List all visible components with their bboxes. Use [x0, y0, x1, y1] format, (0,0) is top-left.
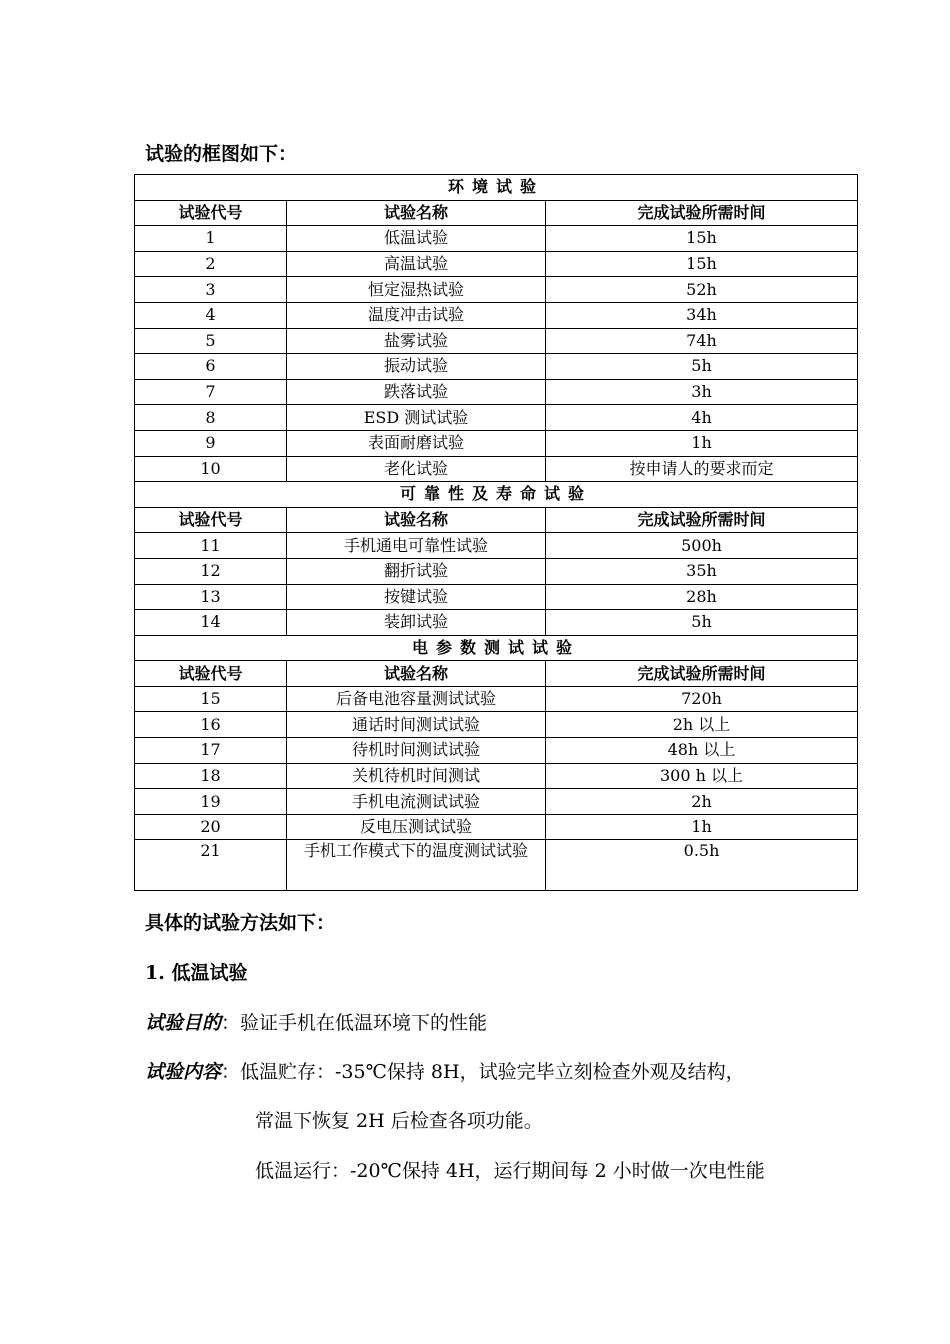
test-duration-cell: 3h — [546, 379, 858, 405]
column-header-cell: 试验代号 — [135, 200, 287, 226]
test-name-cell: 盐雾试验 — [287, 328, 546, 354]
test-code-cell: 11 — [135, 533, 287, 559]
test-duration-cell: 74h — [546, 328, 858, 354]
test-name-cell: 后备电池容量测试试验 — [287, 686, 546, 712]
test-name-cell: 手机电流测试试验 — [287, 789, 546, 815]
test-code-cell: 15 — [135, 686, 287, 712]
test-code-cell: 3 — [135, 277, 287, 303]
test-code-cell: 5 — [135, 328, 287, 354]
column-header-cell: 试验代号 — [135, 661, 287, 687]
table-row — [135, 840, 858, 891]
test-schedule-table — [134, 174, 858, 891]
test-name-cell: 表面耐磨试验 — [287, 430, 546, 456]
table-row — [135, 226, 858, 252]
test-duration-cell: 500h — [546, 533, 858, 559]
section-title-cell: 可靠性及寿命试验 — [135, 482, 858, 508]
test-duration-cell: 1h — [546, 814, 858, 840]
content-text-1: ：低温贮存：-35℃保持 8H，试验完毕立刻检查外观及结构， — [221, 1061, 745, 1083]
test-duration-cell: 4h — [546, 405, 858, 431]
table-row — [135, 738, 858, 764]
content-paragraph-line-2: 常温下恢复 2H 后检查各项功能。 — [255, 1110, 543, 1132]
test-code-cell: 10 — [135, 456, 287, 482]
test-name-cell: 低温试验 — [287, 226, 546, 252]
table-row — [135, 302, 858, 328]
column-header-cell: 完成试验所需时间 — [546, 507, 858, 533]
test-duration-cell: 2h — [546, 789, 858, 815]
test-code-cell: 19 — [135, 789, 287, 815]
content-paragraph-line-1 — [145, 1057, 745, 1084]
test-name-cell: 老化试验 — [287, 456, 546, 482]
test-code-cell: 7 — [135, 379, 287, 405]
table-row — [135, 533, 858, 559]
test-duration-cell: 2h 以上 — [546, 712, 858, 738]
table-row — [135, 712, 858, 738]
test-code-cell: 8 — [135, 405, 287, 431]
table-row — [135, 814, 858, 840]
test-name-cell: ESD 测试试验 — [287, 405, 546, 431]
table-row — [135, 763, 858, 789]
test-name-cell: 手机工作模式下的温度测试试验 — [287, 840, 546, 891]
section-title-row — [135, 175, 858, 201]
methods-heading: 具体的试验方法如下： — [145, 912, 336, 934]
test-name-cell: 高温试验 — [287, 251, 546, 277]
test-duration-cell: 720h — [546, 686, 858, 712]
test-code-cell: 2 — [135, 251, 287, 277]
test-name-cell: 温度冲击试验 — [287, 302, 546, 328]
column-header-cell: 试验名称 — [287, 507, 546, 533]
test-code-cell: 18 — [135, 763, 287, 789]
test-name-cell: 关机待机时间测试 — [287, 763, 546, 789]
test-code-cell: 6 — [135, 354, 287, 380]
column-header-cell: 完成试验所需时间 — [546, 200, 858, 226]
section-title-row — [135, 482, 858, 508]
table-row — [135, 686, 858, 712]
table-row — [135, 558, 858, 584]
test-code-cell: 4 — [135, 302, 287, 328]
test-code-cell: 9 — [135, 430, 287, 456]
column-header-row — [135, 507, 858, 533]
test-code-cell: 20 — [135, 814, 287, 840]
test-code-cell: 17 — [135, 738, 287, 764]
test-code-cell: 1 — [135, 226, 287, 252]
section-title-cell: 环境试验 — [135, 175, 858, 201]
test-name-cell: 待机时间测试试验 — [287, 738, 546, 764]
test-schedule-table-body — [135, 175, 858, 891]
test-duration-cell: 15h — [546, 251, 858, 277]
test-duration-cell: 28h — [546, 584, 858, 610]
test-name-cell: 恒定湿热试验 — [287, 277, 546, 303]
table-row — [135, 405, 858, 431]
content-label: 试验内容 — [145, 1061, 222, 1083]
test-duration-cell: 52h — [546, 277, 858, 303]
test-code-cell: 16 — [135, 712, 287, 738]
purpose-label: 试验目的 — [145, 1012, 222, 1034]
section-title-row — [135, 635, 858, 661]
table-row — [135, 379, 858, 405]
table-row — [135, 354, 858, 380]
test-duration-cell: 5h — [546, 354, 858, 380]
test-name-cell: 跌落试验 — [287, 379, 546, 405]
section-title-cell: 电参数测试试验 — [135, 635, 858, 661]
test-code-cell: 12 — [135, 558, 287, 584]
test-code-cell: 21 — [135, 840, 287, 891]
test-duration-cell: 34h — [546, 302, 858, 328]
column-header-row — [135, 661, 858, 687]
table-row — [135, 277, 858, 303]
table-row — [135, 456, 858, 482]
column-header-row — [135, 200, 858, 226]
content-paragraph-line-3: 低温运行：-20℃保持 4H，运行期间每 2 小时做一次电性能 — [255, 1160, 765, 1182]
table-row — [135, 584, 858, 610]
test-name-cell: 手机通电可靠性试验 — [287, 533, 546, 559]
section-title-low-temperature: 1. 低温试验 — [145, 962, 248, 984]
test-name-cell: 反电压测试试验 — [287, 814, 546, 840]
test-name-cell: 翻折试验 — [287, 558, 546, 584]
column-header-cell: 试验名称 — [287, 661, 546, 687]
table-row — [135, 430, 858, 456]
test-name-cell: 通话时间测试试验 — [287, 712, 546, 738]
test-code-cell: 14 — [135, 610, 287, 636]
test-name-cell: 装卸试验 — [287, 610, 546, 636]
purpose-paragraph — [145, 1008, 487, 1035]
column-header-cell: 试验代号 — [135, 507, 287, 533]
test-duration-cell: 0.5h — [546, 840, 858, 891]
test-duration-cell: 48h 以上 — [546, 738, 858, 764]
test-name-cell: 按键试验 — [287, 584, 546, 610]
test-duration-cell: 按申请人的要求而定 — [546, 456, 858, 482]
test-duration-cell: 15h — [546, 226, 858, 252]
test-name-cell: 振动试验 — [287, 354, 546, 380]
table-row — [135, 610, 858, 636]
table-row — [135, 251, 858, 277]
column-header-cell: 完成试验所需时间 — [546, 661, 858, 687]
test-duration-cell: 5h — [546, 610, 858, 636]
table-row — [135, 789, 858, 815]
purpose-text: ：验证手机在低温环境下的性能 — [221, 1012, 488, 1034]
column-header-cell: 试验名称 — [287, 200, 546, 226]
table-row — [135, 328, 858, 354]
test-code-cell: 13 — [135, 584, 287, 610]
test-duration-cell: 300 h 以上 — [546, 763, 858, 789]
test-duration-cell: 35h — [546, 558, 858, 584]
test-duration-cell: 1h — [546, 430, 858, 456]
framework-heading: 试验的框图如下： — [145, 143, 298, 165]
